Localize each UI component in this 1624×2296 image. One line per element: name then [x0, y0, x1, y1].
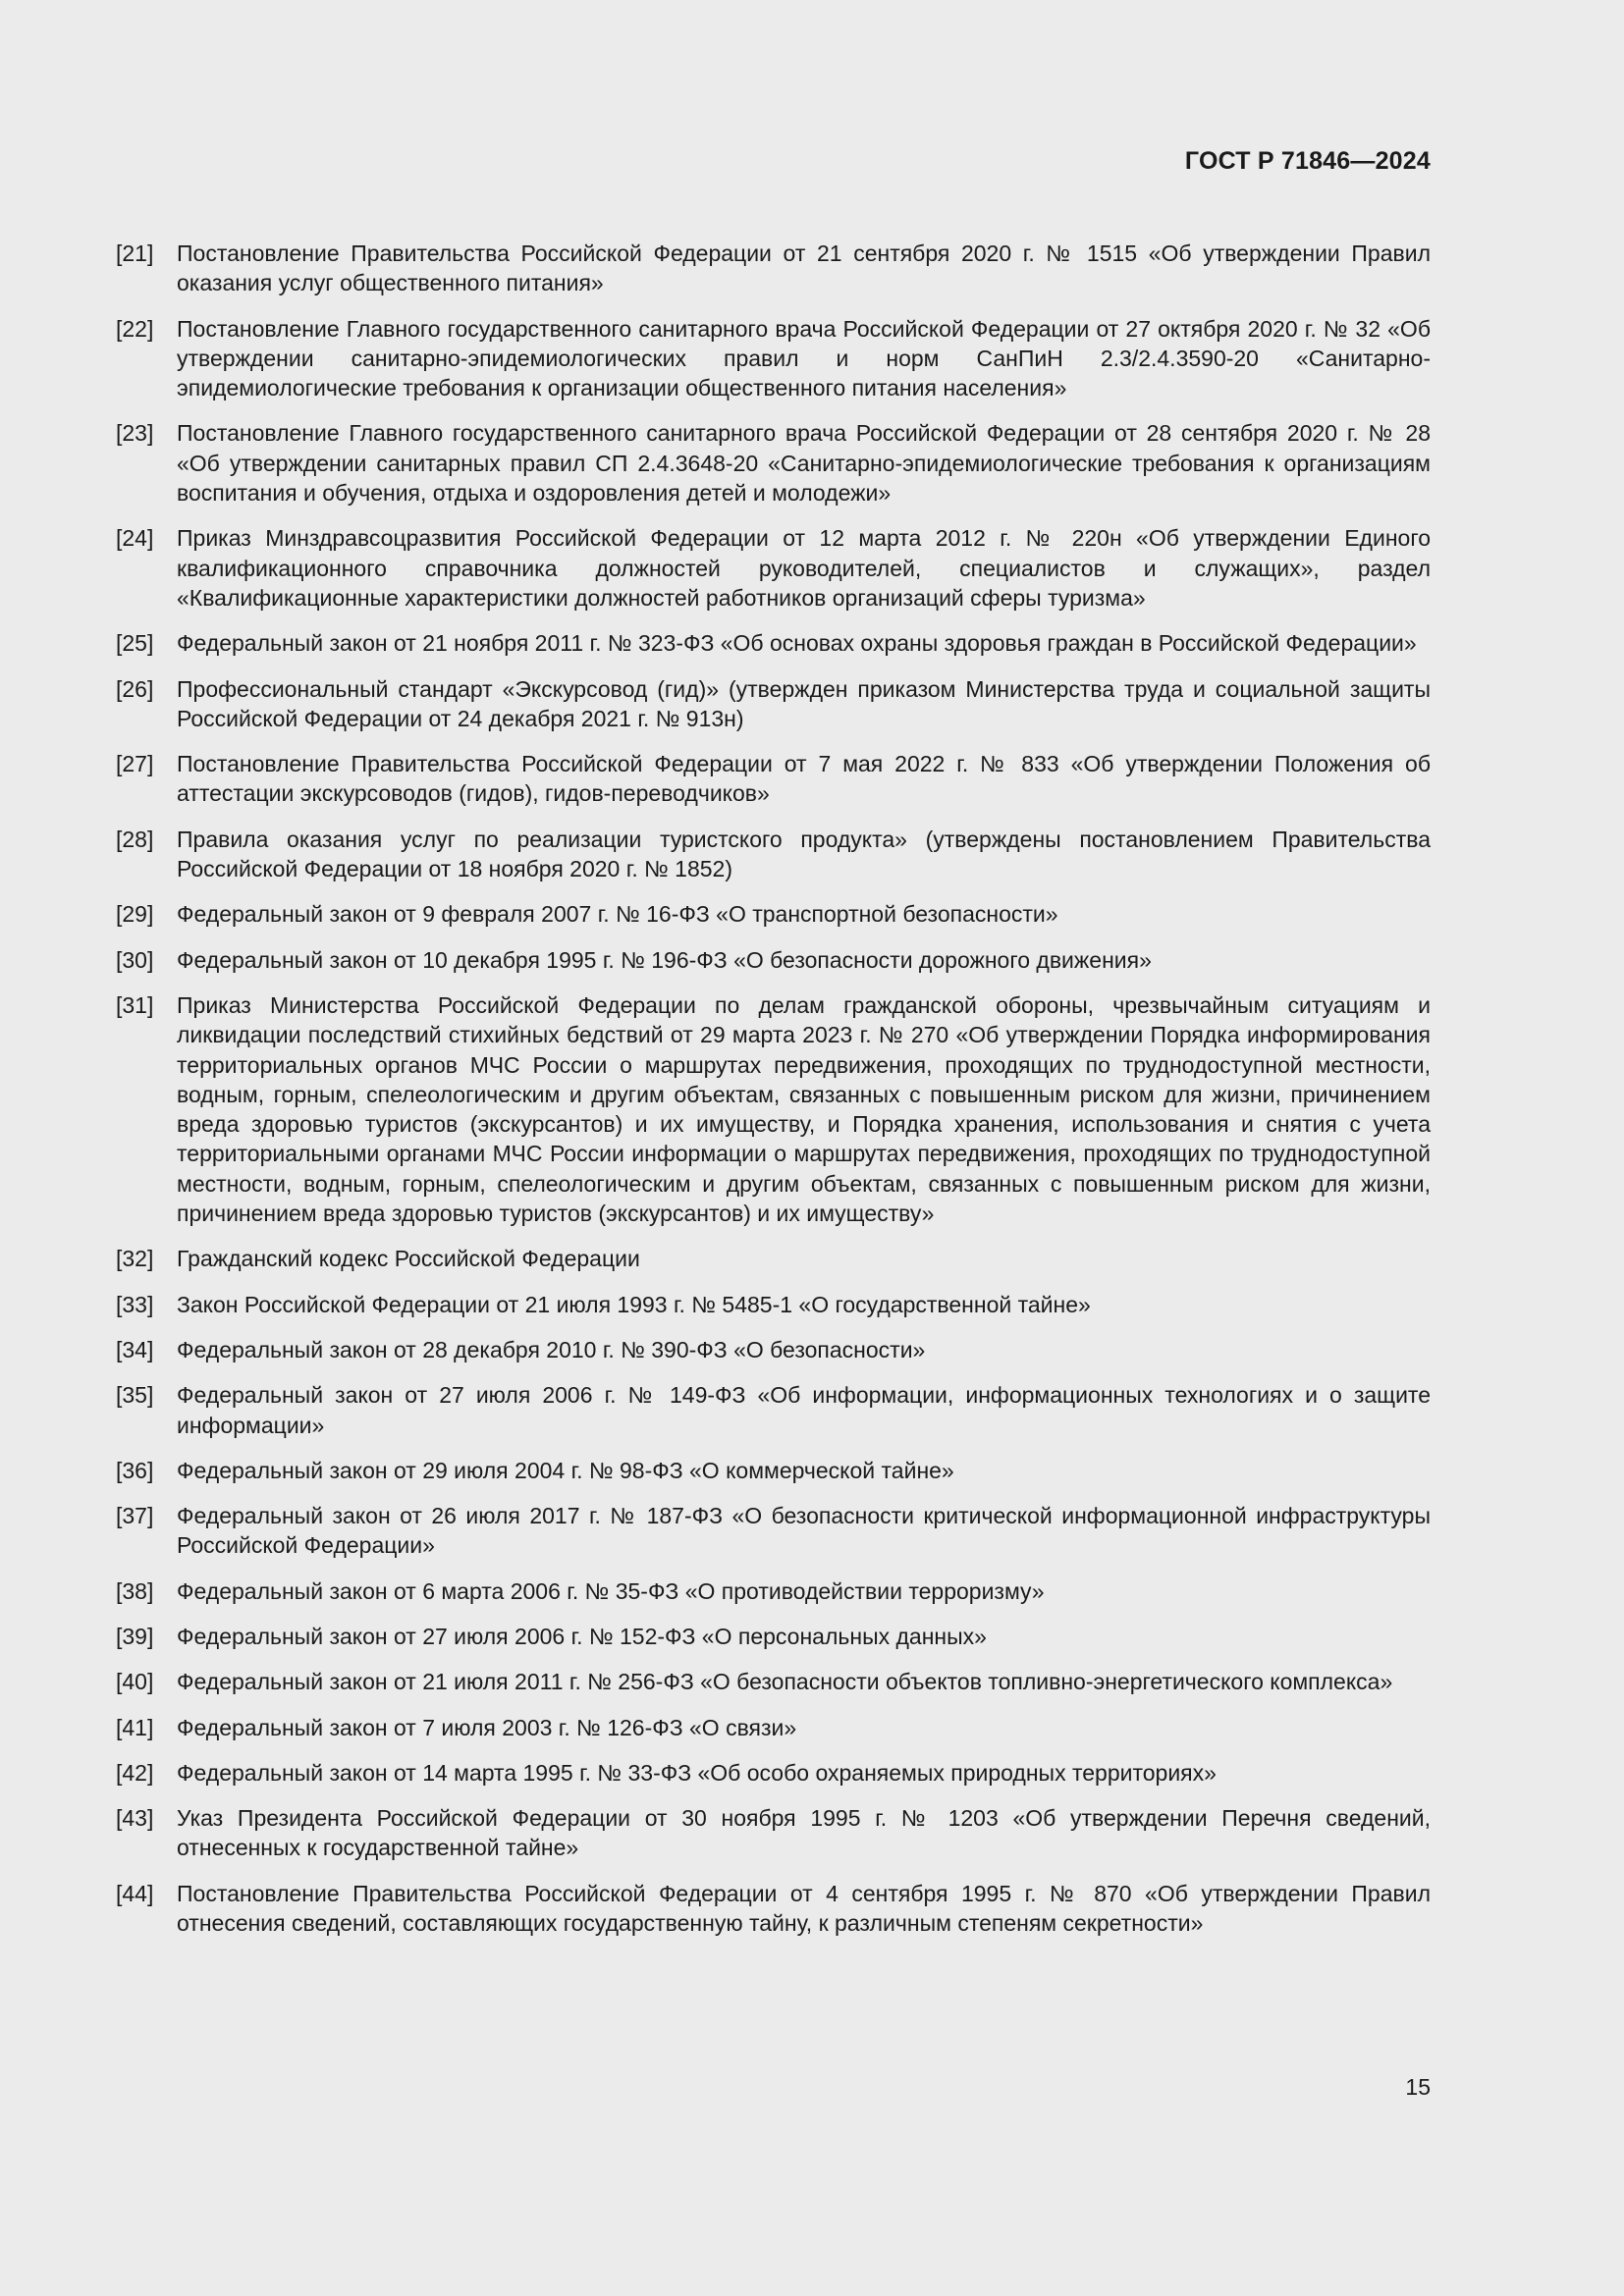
reference-item	[116, 749, 1431, 809]
reference-item	[116, 825, 1431, 884]
reference-item	[116, 1622, 1431, 1651]
reference-number: [40]	[116, 1669, 154, 1695]
reference-item	[116, 674, 1431, 734]
reference-item	[116, 899, 1431, 929]
reference-number: [34]	[116, 1336, 154, 1362]
reference-text: Постановление Главного государственного санитарного врача Российской Федерации от 27 октября 2020 г. № 32 «Об утверждении санитарно-эпидемиологических правил и норм СанПиН 2.3/2.4.3590-20 «Санитарно-эпидемиологические требования к организации общественного питания населения»	[177, 315, 1431, 401]
reference-text: Федеральный закон от 29 июля 2004 г. № 98-ФЗ «О коммерческой тайне»	[177, 1457, 954, 1483]
reference-number: [33]	[116, 1291, 154, 1317]
reference-text: Федеральный закон от 21 ноября 2011 г. № 323-ФЗ «Об основах охраны здоровья граждан в Российской Федерации»	[177, 630, 1417, 657]
reference-number: [22]	[116, 315, 154, 342]
reference-number: [42]	[116, 1759, 154, 1786]
reference-number: [21]	[116, 240, 154, 266]
reference-number: [38]	[116, 1577, 154, 1604]
reference-text: Федеральный закон от 7 июля 2003 г. № 126-ФЗ «О связи»	[177, 1714, 797, 1740]
reference-item	[116, 1667, 1431, 1696]
reference-text: Приказ Минздравсоцразвития Российской Федерации от 12 марта 2012 г. № 220н «Об утверждении Единого квалификационного справочника должностей руководителей, специалистов и служащих», раздел «Квалификационные характеристики должностей работников организаций сферы туризма»	[177, 525, 1431, 611]
reference-number: [28]	[116, 826, 154, 852]
reference-text: Федеральный закон от 28 декабря 2010 г. № 390-ФЗ «О безопасности»	[177, 1336, 926, 1362]
reference-text: Гражданский кодекс Российской Федерации	[177, 1246, 640, 1272]
reference-number: [27]	[116, 751, 154, 777]
reference-number: [32]	[116, 1246, 154, 1272]
reference-text: Закон Российской Федерации от 21 июля 1993 г. № 5485-1 «О государственной тайне»	[177, 1291, 1091, 1317]
reference-text: Федеральный закон от 26 июля 2017 г. № 187-ФЗ «О безопасности критической информационной инфраструктуры Российской Федерации»	[177, 1503, 1431, 1559]
reference-text: Федеральный закон от 9 февраля 2007 г. № 16-ФЗ «О транспортной безопасности»	[177, 901, 1058, 928]
reference-text: Федеральный закон от 14 марта 1995 г. № 33-ФЗ «Об особо охраняемых природных территориях»	[177, 1759, 1217, 1786]
reference-number: [36]	[116, 1457, 154, 1483]
reference-text: Федеральный закон от 10 декабря 1995 г. № 196-ФЗ «О безопасности дорожного движения»	[177, 946, 1152, 973]
reference-number: [23]	[116, 420, 154, 447]
reference-item	[116, 314, 1431, 403]
reference-number: [31]	[116, 991, 154, 1018]
reference-number: [41]	[116, 1714, 154, 1740]
reference-item	[116, 1803, 1431, 1863]
bibliography-list	[116, 239, 1431, 1953]
reference-text: Профессиональный стандарт «Экскурсовод (гид)» (утвержден приказом Министерства труда и социальной защиты Российской Федерации от 24 декабря 2021 г. № 913н)	[177, 675, 1431, 731]
document-header-code: ГОСТ Р 71846—2024	[1184, 147, 1431, 175]
reference-text: Правила оказания услуг по реализации туристского продукта» (утверждены постановлением Правительства Российской Федерации от 18 ноября 2020 г. № 1852)	[177, 826, 1431, 882]
reference-number: [39]	[116, 1623, 154, 1649]
reference-number: [43]	[116, 1805, 154, 1832]
reference-item	[116, 945, 1431, 975]
reference-text: Федеральный закон от 6 марта 2006 г. № 35-ФЗ «О противодействии терроризму»	[177, 1577, 1045, 1604]
reference-number: [44]	[116, 1880, 154, 1906]
reference-text: Постановление Главного государственного санитарного врача Российской Федерации от 28 сентября 2020 г. № 28 «Об утверждении санитарных правил СП 2.4.3648-20 «Санитарно-эпидемиологические требования к организациям воспитания и обучения, отдыха и оздоровления детей и молодежи»	[177, 420, 1431, 507]
reference-number: [37]	[116, 1503, 154, 1529]
reference-item	[116, 1290, 1431, 1319]
reference-text: Указ Президента Российской Федерации от 30 ноября 1995 г. № 1203 «Об утверждении Перечня сведений, отнесенных к государственной тайне»	[177, 1805, 1431, 1861]
reference-item	[116, 628, 1431, 658]
reference-text: Постановление Правительства Российской Федерации от 7 мая 2022 г. № 833 «Об утверждении Положения об аттестации экскурсоводов (гидов), гидов-переводчиков»	[177, 751, 1431, 807]
reference-item	[116, 1758, 1431, 1788]
reference-text: Приказ Министерства Российской Федерации по делам гражданской обороны, чрезвычайным ситуациям и ликвидации последствий стихийных бедствий от 29 марта 2023 г. № 270 «Об утверждении Порядка информирования территориальных органов МЧС России о маршрутах передвижения, проходящих по труднодоступной местности, водным, горным, спелеологическим и другим объектам, связанных с повышенным риском для жизни, причинением вреда здоровью туристов (экскурсантов) и их имуществу, и Порядка хранения, использования и снятия с учета территориальными органами МЧС России информации о маршрутах передвижения, проходящих по труднодоступной местности, водным, горным, спелеологическим и другим объектам, связанных с повышенным риском для жизни, причинением вреда здоровью туристов (экскурсантов) и их имуществу»	[177, 991, 1431, 1227]
reference-item	[116, 239, 1431, 298]
reference-item	[116, 1501, 1431, 1561]
reference-item	[116, 1576, 1431, 1606]
reference-item	[116, 1879, 1431, 1939]
reference-item	[116, 1713, 1431, 1742]
reference-number: [26]	[116, 675, 154, 702]
reference-number: [35]	[116, 1382, 154, 1409]
reference-item	[116, 1244, 1431, 1273]
reference-number: [24]	[116, 525, 154, 552]
page-number: 15	[1405, 2074, 1431, 2100]
reference-item	[116, 418, 1431, 507]
reference-text: Федеральный закон от 21 июля 2011 г. № 256-ФЗ «О безопасности объектов топливно-энергетического комплекса»	[177, 1669, 1393, 1695]
reference-text: Федеральный закон от 27 июля 2006 г. № 149-ФЗ «Об информации, информационных технологиях и о защите информации»	[177, 1382, 1431, 1438]
reference-text: Постановление Правительства Российской Федерации от 4 сентября 1995 г. № 870 «Об утверждении Правил отнесения сведений, составляющих государственную тайну, к различным степеням секретности»	[177, 1880, 1431, 1937]
reference-number: [29]	[116, 901, 154, 928]
reference-item	[116, 1380, 1431, 1440]
reference-item	[116, 1456, 1431, 1485]
reference-text: Федеральный закон от 27 июля 2006 г. № 152-ФЗ «О персональных данных»	[177, 1623, 987, 1649]
reference-item	[116, 1335, 1431, 1364]
reference-text: Постановление Правительства Российской Федерации от 21 сентября 2020 г. № 1515 «Об утверждении Правил оказания услуг общественного питания»	[177, 240, 1431, 296]
reference-item	[116, 990, 1431, 1228]
reference-number: [30]	[116, 946, 154, 973]
reference-number: [25]	[116, 630, 154, 657]
reference-item	[116, 523, 1431, 613]
